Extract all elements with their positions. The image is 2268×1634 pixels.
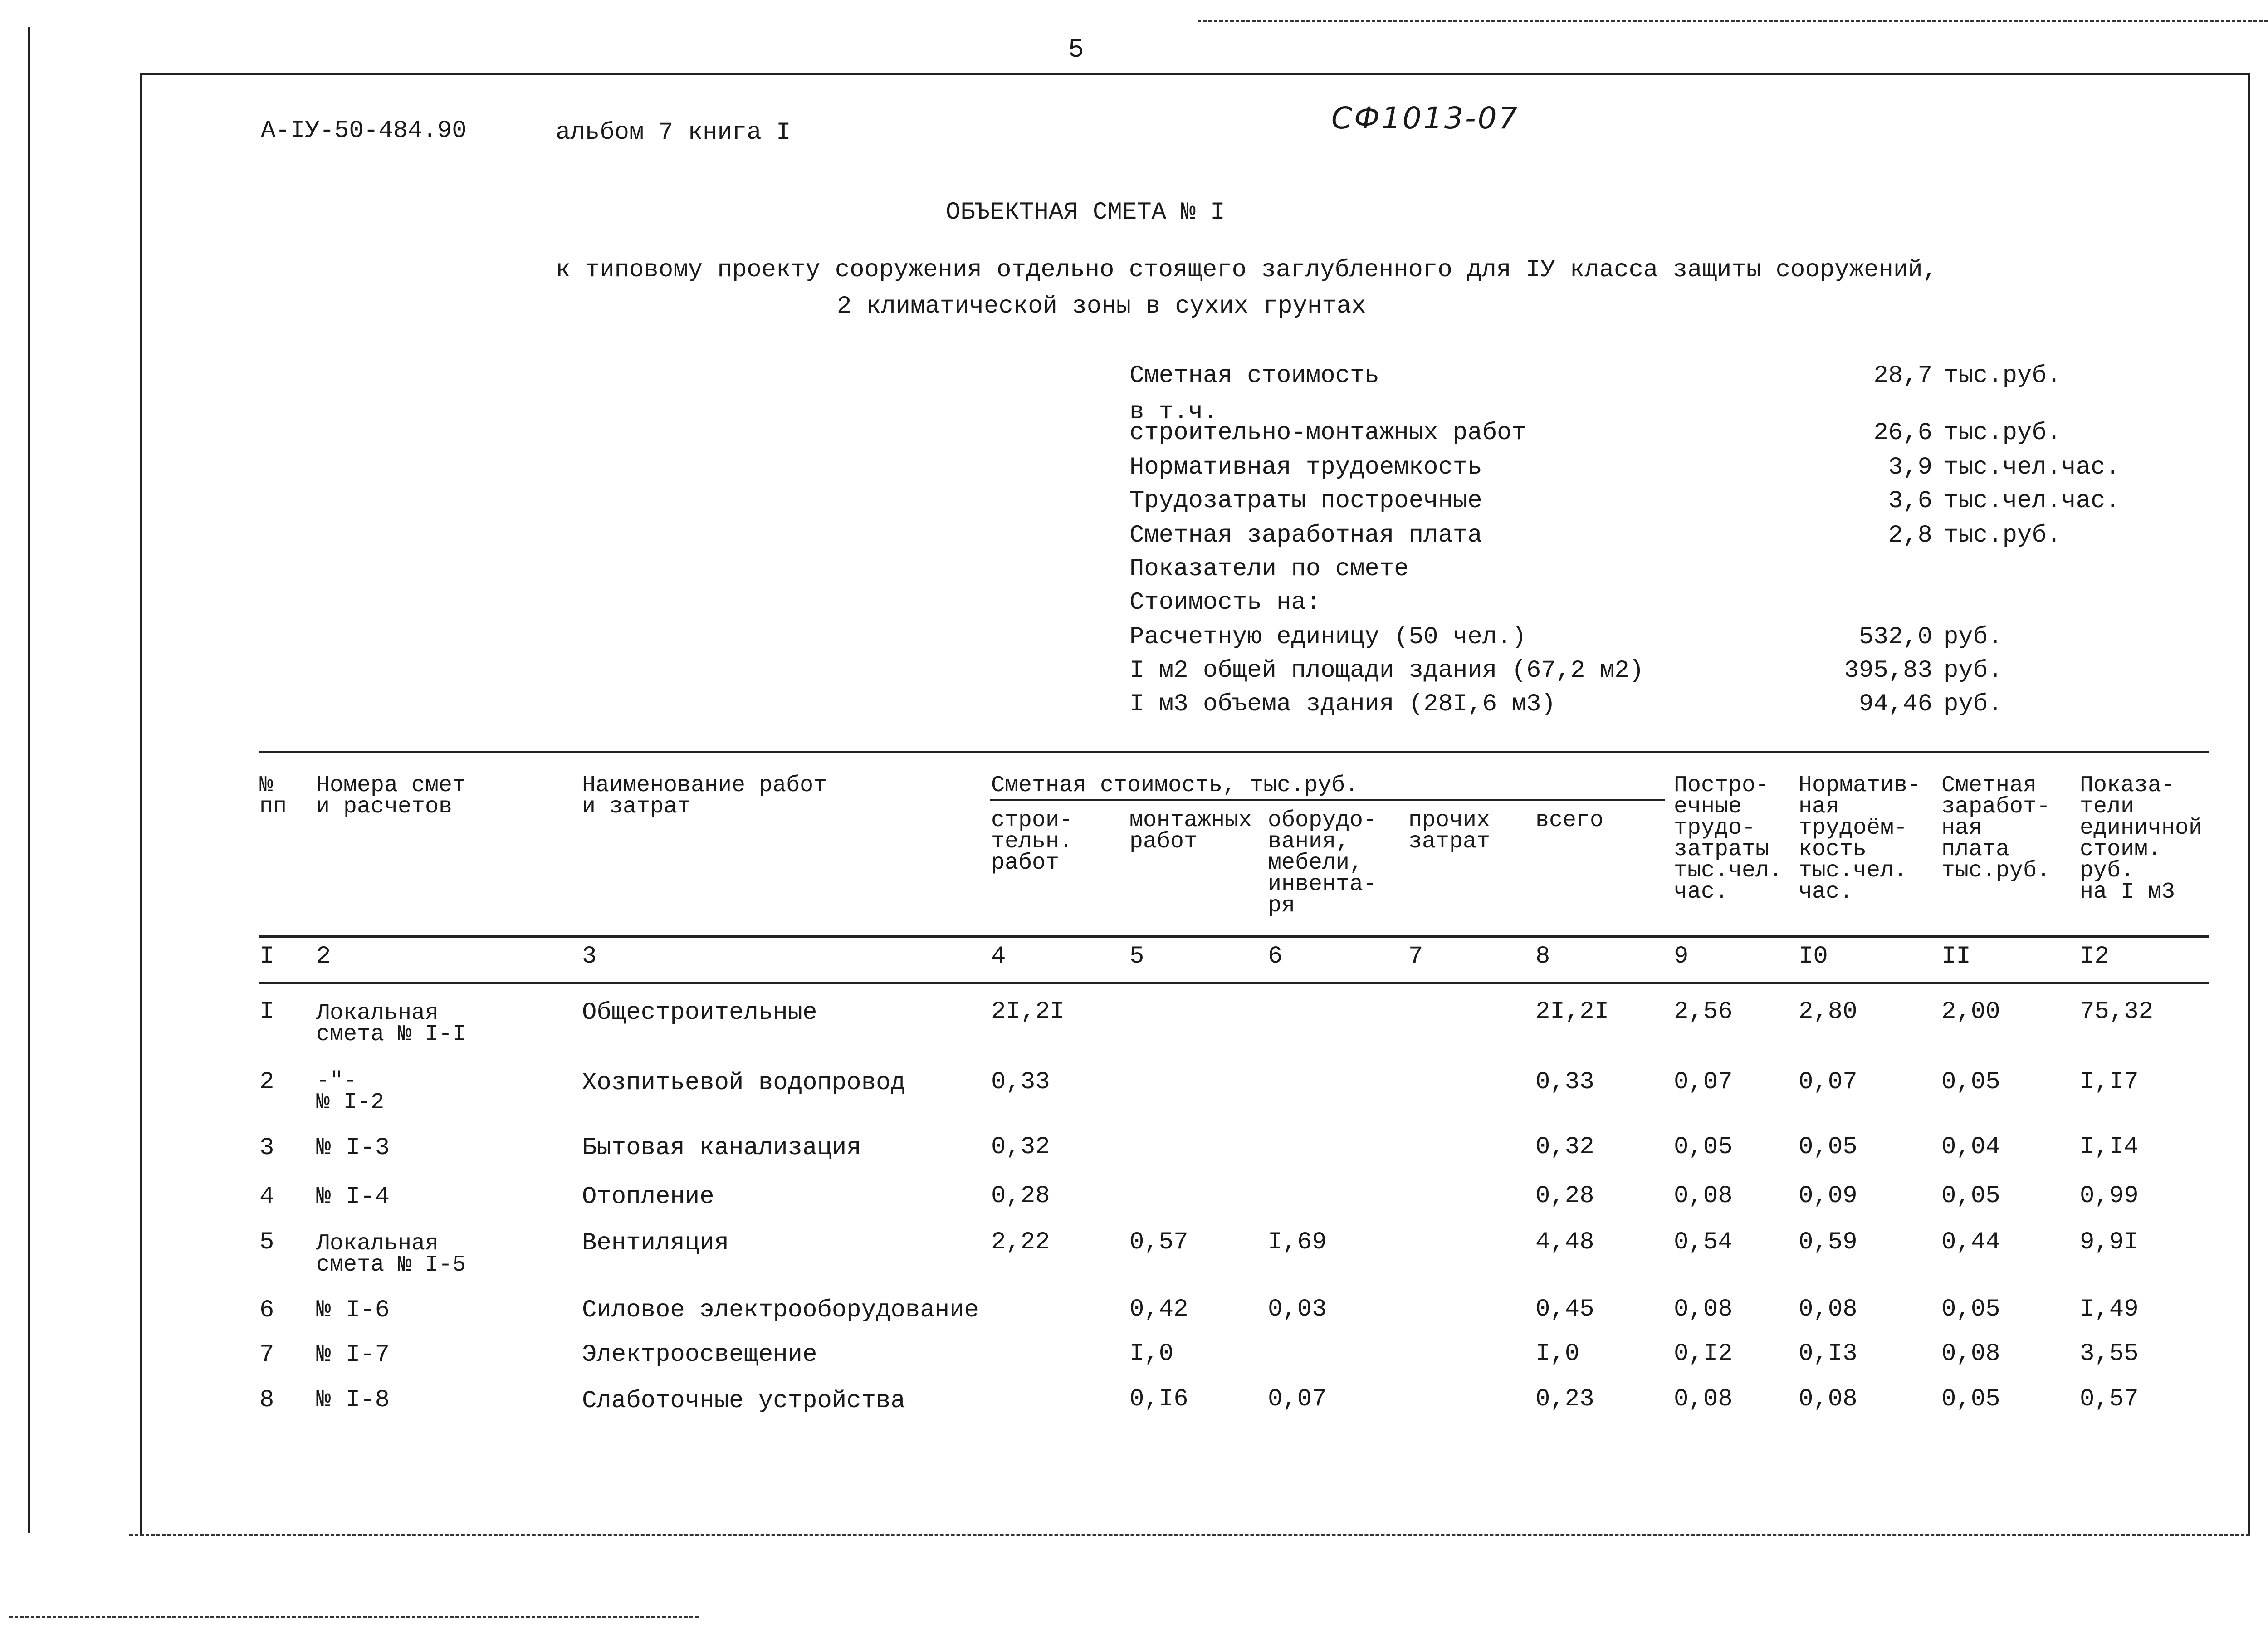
col-header-other-costs: прочих затрат — [1408, 807, 1491, 855]
doc-code: А-IУ-50-484.90 — [261, 117, 467, 145]
row-estimate-ref: № I-6 — [316, 1296, 390, 1324]
row-number: 5 — [259, 1228, 274, 1256]
cell-total: 0,28 — [1535, 1182, 1594, 1210]
summary-label: I м3 объема здания (28I,6 м3) — [1129, 690, 1556, 718]
summary-label: Расчетную единицу (50 чел.) — [1129, 623, 1526, 651]
row-number: 6 — [259, 1296, 274, 1324]
cell-site-labor: 2,56 — [1674, 998, 1733, 1026]
page-number: 5 — [1068, 35, 1084, 65]
cell-unit-cost: I,I4 — [2080, 1133, 2139, 1161]
row-work-name: Электроосвещение — [582, 1341, 817, 1369]
subtitle-line-2: 2 климатической зоны в сухих грунтах — [837, 293, 1366, 320]
cell-equipment: I,69 — [1268, 1228, 1327, 1256]
cell-unit-cost: 0,99 — [2080, 1182, 2139, 1210]
cell-site-labor: 0,08 — [1674, 1182, 1733, 1210]
column-number: 6 — [1268, 943, 1283, 970]
cell-equipment: 0,07 — [1268, 1385, 1327, 1413]
row-work-name: Силовое электрооборудование — [582, 1296, 979, 1324]
row-number: 8 — [259, 1386, 274, 1414]
column-number: 7 — [1408, 943, 1423, 970]
row-work-name: Общестроительные — [582, 999, 817, 1027]
cell-normative-labor: 0,08 — [1799, 1296, 1857, 1323]
summary-label: строительно-монтажных работ — [1129, 419, 1526, 447]
cell-normative-labor: 0,05 — [1799, 1133, 1857, 1161]
cell-total: 4,48 — [1535, 1228, 1594, 1256]
cell-equipment: 0,03 — [1268, 1296, 1327, 1323]
row-work-name: Бытовая канализация — [582, 1134, 861, 1162]
col-header-equipment: оборудо- вания, мебели, инвента- ря — [1268, 807, 1377, 919]
summary-label: Нормативная трудоемкость — [1129, 454, 1482, 481]
summary-value: 28,7 — [1873, 362, 1932, 390]
header-bottom-rule — [259, 935, 2209, 938]
summary-unit: тыс.руб. — [1944, 419, 2062, 447]
summary-value: 3,9 — [1888, 454, 1932, 481]
cell-total: I,0 — [1535, 1340, 1580, 1368]
cell-total: 0,32 — [1535, 1133, 1594, 1161]
cell-normative-labor: 0,I3 — [1799, 1340, 1857, 1368]
cell-construction: 0,32 — [991, 1133, 1050, 1161]
cell-installation: 0,57 — [1129, 1228, 1188, 1256]
cell-unit-cost: I,49 — [2080, 1296, 2139, 1323]
cell-wages: 0,08 — [1941, 1340, 2000, 1368]
summary-value: 2,8 — [1888, 522, 1932, 549]
summary-unit: тыс.чел.час. — [1944, 487, 2120, 515]
row-number: 7 — [259, 1341, 274, 1369]
top-right-edge-line — [1198, 20, 2268, 22]
row-estimate-ref: № I-3 — [316, 1134, 390, 1162]
cell-wages: 0,44 — [1941, 1228, 2000, 1256]
summary-value: 532,0 — [1858, 623, 1932, 651]
column-number: 8 — [1535, 943, 1550, 970]
summary-value: 395,83 — [1844, 657, 1932, 685]
cell-site-labor: 0,54 — [1674, 1228, 1733, 1256]
cell-total: 2I,2I — [1535, 998, 1609, 1026]
cell-construction: 0,33 — [991, 1068, 1050, 1096]
cell-installation: 0,42 — [1129, 1296, 1188, 1323]
summary-value: 3,6 — [1888, 487, 1932, 515]
summary-unit: тыс.руб. — [1944, 362, 2062, 390]
summary-unit: руб. — [1944, 657, 2003, 685]
col-header-work-name: Наименование работ и затрат — [582, 773, 827, 820]
summary-unit: тыс.руб. — [1944, 522, 2062, 549]
column-number: 2 — [316, 943, 331, 970]
column-numbers-rule — [259, 982, 2209, 984]
cell-construction: 0,28 — [991, 1182, 1050, 1210]
left-binding-line — [28, 27, 30, 1533]
cell-normative-labor: 0,59 — [1799, 1228, 1857, 1256]
cell-total: 0,33 — [1535, 1068, 1594, 1096]
frame-right — [2248, 73, 2250, 1536]
cell-wages: 2,00 — [1941, 998, 2000, 1026]
col-header-number: № пп — [259, 773, 287, 820]
column-number: 4 — [991, 943, 1006, 970]
summary-label: Показатели по смете — [1129, 555, 1409, 583]
col-header-normative-labor: Норматив- ная трудоём- кость тыс.чел. час. — [1799, 773, 1921, 905]
cell-wages: 0,05 — [1941, 1068, 2000, 1096]
cost-group-underline — [990, 799, 1665, 801]
row-estimate-ref: Локальная смета № I-5 — [316, 1231, 466, 1278]
col-header-wages: Сметная заработ- ная плата тыс.руб. — [1941, 773, 2051, 884]
cell-site-labor: 0,I2 — [1674, 1340, 1733, 1368]
cell-total: 0,45 — [1535, 1296, 1594, 1323]
column-number: 9 — [1674, 943, 1689, 970]
cell-installation: I,0 — [1129, 1340, 1174, 1368]
column-number: 5 — [1129, 943, 1144, 970]
album-label: альбом 7 книга I — [556, 119, 791, 147]
cell-unit-cost: 75,32 — [2080, 998, 2154, 1026]
row-estimate-ref: № I-8 — [316, 1386, 390, 1414]
bottom-left-edge-line — [9, 1616, 699, 1618]
column-number: II — [1941, 943, 1971, 970]
cell-construction: 2I,2I — [991, 998, 1065, 1026]
col-header-site-labor: Постро- ечные трудо- затраты тыс.чел. час. — [1674, 773, 1783, 905]
cell-wages: 0,05 — [1941, 1296, 2000, 1323]
row-estimate-ref: Локальная смета № I-I — [316, 1000, 466, 1047]
column-number: I2 — [2080, 943, 2109, 970]
cell-wages: 0,05 — [1941, 1182, 2000, 1210]
col-header-installation: монтажных работ — [1129, 807, 1252, 855]
summary-label: I м2 общей площади здания (67,2 м2) — [1129, 657, 1644, 685]
cell-unit-cost: 0,57 — [2080, 1385, 2139, 1413]
cell-unit-cost: 9,9I — [2080, 1228, 2139, 1256]
summary-label: Трудозатраты построечные — [1129, 487, 1482, 515]
cell-normative-labor: 0,08 — [1799, 1385, 1857, 1413]
summary-unit: тыс.чел.час. — [1944, 454, 2120, 481]
summary-value: 26,6 — [1873, 419, 1932, 447]
subtitle-line-1: к типовому проекту сооружения отдельно стоящего заглубленного для IУ класса защиты сооружений, — [556, 256, 1938, 284]
cell-site-labor: 0,08 — [1674, 1296, 1733, 1323]
cell-unit-cost: I,I7 — [2080, 1068, 2139, 1096]
row-work-name: Хозпитьевой водопровод — [582, 1069, 905, 1097]
col-header-construction: строи- тельн. работ — [991, 807, 1073, 876]
row-work-name: Слаботочные устройства — [582, 1387, 905, 1415]
page-title: ОБЪЕКТНАЯ СМЕТА № I — [946, 199, 1225, 226]
col-header-total: всего — [1535, 807, 1604, 833]
cell-normative-labor: 0,07 — [1799, 1068, 1857, 1096]
cell-total: 0,23 — [1535, 1385, 1594, 1413]
row-estimate-ref: -"- № I-2 — [316, 1068, 385, 1115]
summary-label: Стоимость на: — [1129, 589, 1321, 616]
cell-construction: 2,22 — [991, 1228, 1050, 1256]
summary-label: Сметная заработная плата — [1129, 522, 1482, 549]
column-number: 3 — [582, 943, 597, 970]
col-header-unit-cost: Показа- тели единичной стоим. руб. на I м3 — [2080, 773, 2203, 905]
cell-unit-cost: 3,55 — [2080, 1340, 2139, 1368]
handwritten-code: СФ1013-07 — [1331, 101, 1520, 136]
cell-site-labor: 0,05 — [1674, 1133, 1733, 1161]
col-header-estimate-refs: Номера смет и расчетов — [316, 773, 466, 820]
frame-left — [140, 73, 142, 1536]
summary-unit: руб. — [1944, 623, 2003, 651]
frame-bottom — [129, 1534, 2250, 1536]
cell-wages: 0,04 — [1941, 1133, 2000, 1161]
cell-normative-labor: 0,09 — [1799, 1182, 1857, 1210]
cell-wages: 0,05 — [1941, 1385, 2000, 1413]
column-number: I0 — [1799, 943, 1828, 970]
summary-label: в т.ч. — [1129, 398, 1218, 426]
row-estimate-ref: № I-7 — [316, 1341, 390, 1369]
summary-unit: руб. — [1944, 690, 2003, 718]
frame-top — [140, 73, 2250, 75]
cell-site-labor: 0,07 — [1674, 1068, 1733, 1096]
row-number: 4 — [259, 1183, 274, 1211]
cell-normative-labor: 2,80 — [1799, 998, 1857, 1026]
row-number: 2 — [259, 1068, 274, 1096]
cell-installation: 0,I6 — [1129, 1385, 1188, 1413]
col-header-cost-group: Сметная стоимость, тыс.руб. — [991, 773, 1359, 798]
row-work-name: Отопление — [582, 1183, 714, 1211]
cell-site-labor: 0,08 — [1674, 1385, 1733, 1413]
row-number: I — [259, 998, 274, 1026]
row-estimate-ref: № I-4 — [316, 1183, 390, 1211]
row-work-name: Вентиляция — [582, 1229, 729, 1257]
table-top-rule — [259, 751, 2209, 753]
row-number: 3 — [259, 1134, 274, 1162]
summary-label: Сметная стоимость — [1129, 362, 1379, 390]
column-number: I — [259, 943, 274, 970]
summary-value: 94,46 — [1858, 690, 1932, 718]
